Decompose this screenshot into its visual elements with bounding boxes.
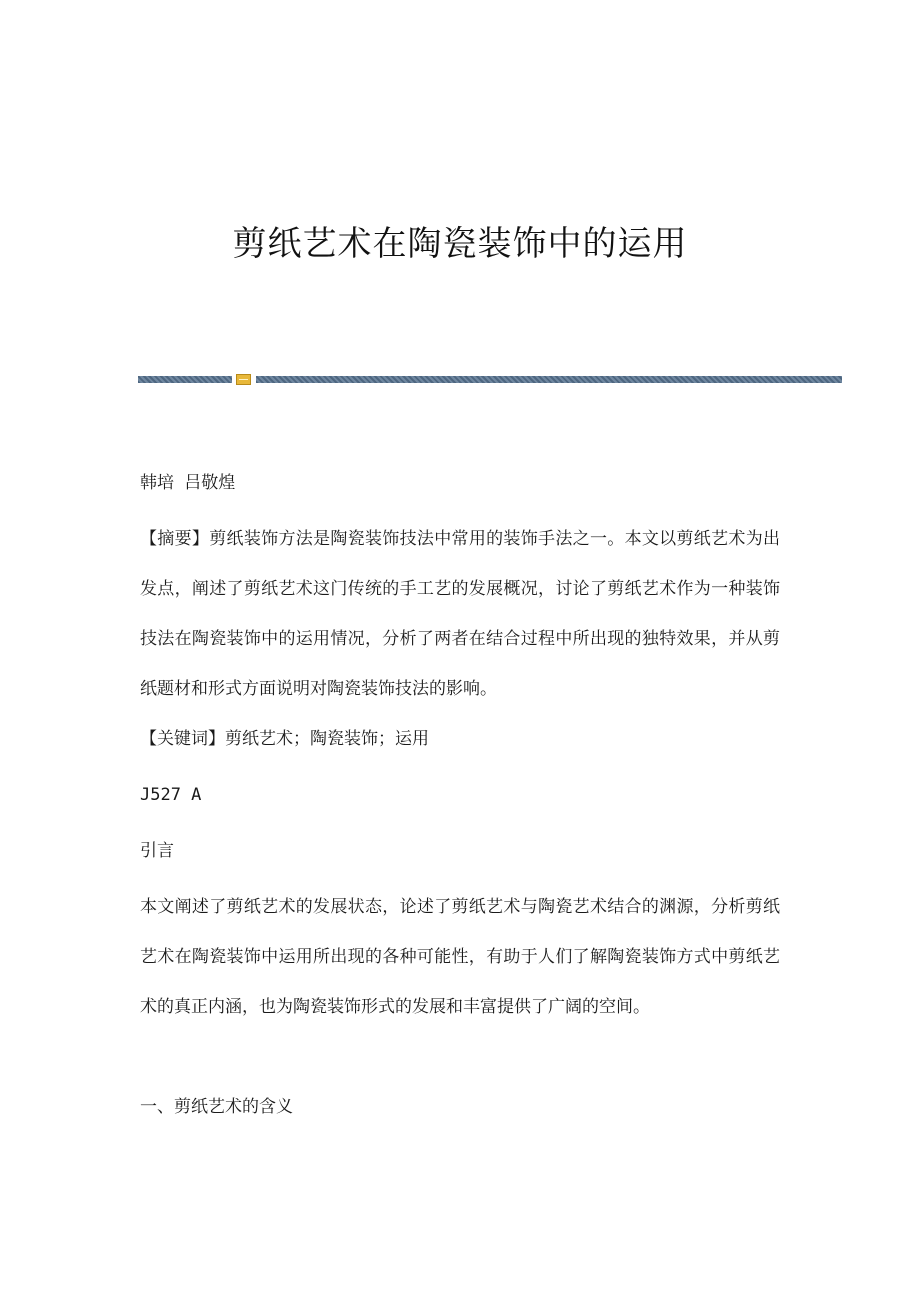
intro-heading: 引言 bbox=[140, 841, 174, 861]
keywords-label: 【关键词】 bbox=[140, 729, 225, 749]
divider-bar-right bbox=[256, 376, 842, 383]
abstract-label: 【摘要】 bbox=[140, 529, 210, 549]
abstract-text: 剪纸装饰方法是陶瓷装饰技法中常用的装饰手法之一。本文以剪纸艺术为出发点，阐述了剪纸艺术这门传统的手工艺的发展概况，讨论了剪纸艺术作为一种装饰技法在陶瓷装饰中的运用情况，分析了两者在结合过程中所出现的独特效果，并从剪纸题材和形式方面说明对陶瓷装饰技法的影响。 bbox=[140, 529, 781, 699]
abstract-paragraph bbox=[140, 514, 780, 714]
document-title: 剪纸艺术在陶瓷装饰中的运用 bbox=[232, 224, 688, 264]
title-divider bbox=[138, 374, 842, 384]
divider-bar-left bbox=[138, 376, 232, 383]
keywords-text: 剪纸艺术；陶瓷装饰；运用 bbox=[225, 729, 429, 749]
section-1-heading: 一、剪纸艺术的含义 bbox=[140, 1097, 293, 1117]
keywords-paragraph bbox=[140, 714, 780, 764]
intro-paragraph: 本文阐述了剪纸艺术的发展状态，论述了剪纸艺术与陶瓷艺术结合的渊源，分析剪纸艺术在陶瓷装饰中运用所出现的各种可能性，有助于人们了解陶瓷装饰方式中剪纸艺术的真正内涵，也为陶瓷装饰形式的发展和丰富提供了广阔的空间。 bbox=[140, 897, 780, 1017]
authors-line bbox=[140, 458, 780, 508]
authors: 韩培 吕敬煌 bbox=[140, 473, 236, 493]
divider-emblem-icon bbox=[236, 374, 251, 385]
classification-code: J527 A bbox=[140, 785, 202, 805]
